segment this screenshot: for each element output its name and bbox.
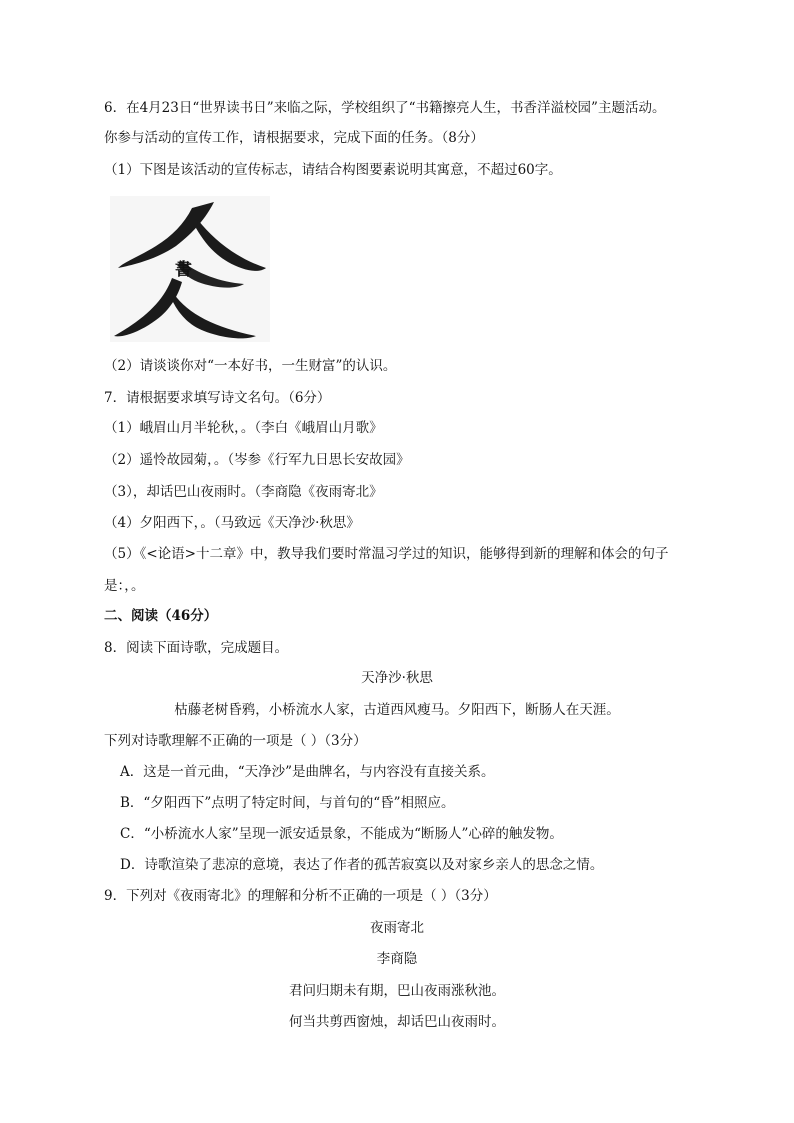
q8-option-b: B．“夕阳西下”点明了特定时间，与首句的“昏”相照应。 bbox=[120, 795, 455, 811]
q8-poem-title: 天净沙·秋思 bbox=[361, 670, 433, 686]
q8-option-c: C．“小桥流水人家”呈现一派安适景象，不能成为“断肠人”心碎的触发物。 bbox=[120, 826, 563, 842]
q8-question: 下列对诗歌理解不正确的一项是（ ）（3分） bbox=[104, 733, 367, 749]
q8-option-a: A．这是一首元曲，“天净沙”是曲牌名，与内容没有直接关系。 bbox=[120, 764, 495, 780]
q7-item-4: （4）夕阳西下，。（马致远《天净沙·秋思》 bbox=[104, 515, 360, 531]
q8-option-d: D．诗歌渲染了悲凉的意境，表达了作者的孤苦寂寞以及对家乡亲人的思念之情。 bbox=[120, 857, 604, 873]
q7-item-2: （2）遥怜故园菊，。（岑参《行军九日思长安故园》 bbox=[104, 452, 410, 468]
q8-title: 8．阅读下面诗歌，完成题目。 bbox=[104, 640, 289, 656]
q9-poem-title: 夜雨寄北 bbox=[370, 920, 424, 936]
q7-item-1: （1）峨眉山月半轮秋，。（李白《峨眉山月歌》 bbox=[104, 420, 383, 436]
q7-item-5-continued: 是：，。 bbox=[104, 578, 145, 594]
logo-book-character: 書 bbox=[175, 260, 192, 280]
q9-title: 9．下列对《夜雨寄北》的理解和分析不正确的一项是（ ）（3分） bbox=[104, 888, 497, 904]
q9-poem-line-1: 君问归期未有期，巴山夜雨涨秋池。 bbox=[289, 983, 505, 999]
q6-intro-line-2: 你参与活动的宣传工作，请根据要求，完成下面的任务。（8分） bbox=[104, 130, 484, 146]
q8-poem-body: 枯藤老树昏鸦，小桥流水人家，古道西风瘦马。夕阳西下，断肠人在天涯。 bbox=[174, 702, 620, 718]
q6-part-1: （1）下图是该活动的宣传标志，请结合构图要素说明其寓意，不超过60字。 bbox=[104, 162, 562, 178]
q7-item-3: （3），却话巴山夜雨时。（李商隐《夜雨寄北》 bbox=[104, 484, 383, 500]
q7-item-5: （5）《<论语>十二章》中，教导我们要时常温习学过的知识，能够得到新的理解和体会的句子 bbox=[104, 546, 669, 562]
campaign-logo bbox=[110, 196, 270, 342]
q9-poem-author: 李商隐 bbox=[376, 951, 418, 967]
q7-title: 7．请根据要求填写诗文名句。（6分） bbox=[104, 390, 331, 406]
q6-intro-line-1: 6．在4月23日“世界读书日”来临之际，学校组织了“书籍擦亮人生，书香洋溢校园”主题活动。 bbox=[104, 100, 666, 116]
q6-part-2: （2）请谈谈你对“一本好书，一生财富”的认识。 bbox=[104, 358, 397, 374]
q9-poem-line-2: 何当共剪西窗烛，却话巴山夜雨时。 bbox=[289, 1014, 505, 1030]
section-2-heading: 二、阅读（46分） bbox=[104, 608, 218, 624]
